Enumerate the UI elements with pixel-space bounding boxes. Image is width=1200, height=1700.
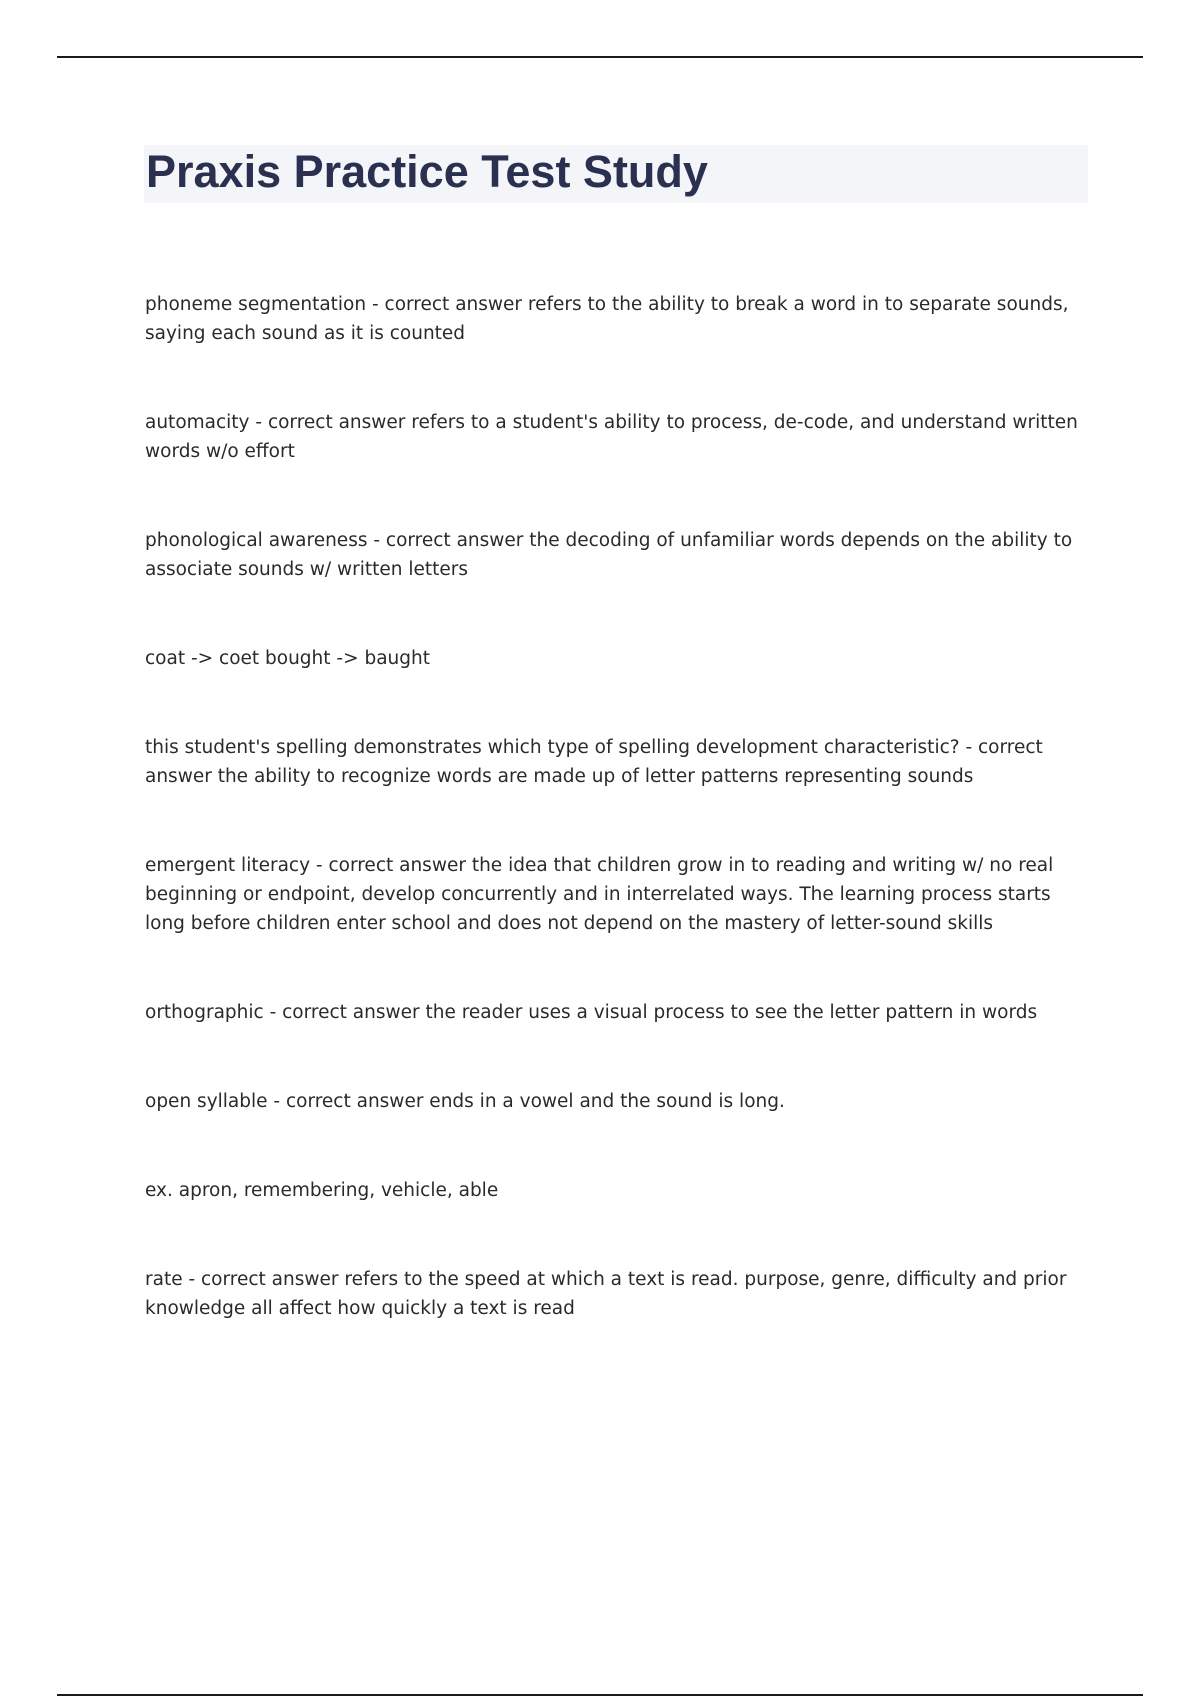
footer-rule (57, 1694, 1143, 1696)
note-entry: phoneme segmentation - correct answer refers to the ability to break a word in to separate sounds, saying each sound as it is counted (145, 294, 1069, 344)
page-title: Praxis Practice Test Study (146, 146, 708, 197)
note-entry: emergent literacy - correct answer the idea that children grow in to reading and writing w/ no real beginning or endpoint, develop concurrently and in interrelated ways. The learning process starts long before children enter school and does not depend on the mastery of letter-sound skills (145, 855, 1054, 934)
note-entry: automacity - correct answer refers to a student's ability to process, de-code, and understand written words w/o effort (145, 412, 1078, 462)
note-entry: ex. apron, remembering, vehicle, able (145, 1180, 499, 1201)
note-entry: phonological awareness - correct answer the decoding of unfamiliar words depends on the ability to associate sounds w/ written letters (145, 530, 1073, 580)
note-entry: this student's spelling demonstrates which type of spelling development characteristic? - correct answer the ability to recognize words are made up of letter patterns representing sounds (145, 737, 1043, 787)
note-entry: rate - correct answer refers to the speed at which a text is read. purpose, genre, difficulty and prior knowledge all affect how quickly a text is read (145, 1269, 1067, 1319)
header-rule (57, 56, 1143, 58)
note-entry: orthographic - correct answer the reader uses a visual process to see the letter pattern in words (145, 1002, 1038, 1023)
note-entry: open syllable - correct answer ends in a vowel and the sound is long. (145, 1091, 785, 1112)
note-entry: coat -> coet bought -> baught (145, 648, 430, 669)
study-notes (145, 290, 1085, 1323)
